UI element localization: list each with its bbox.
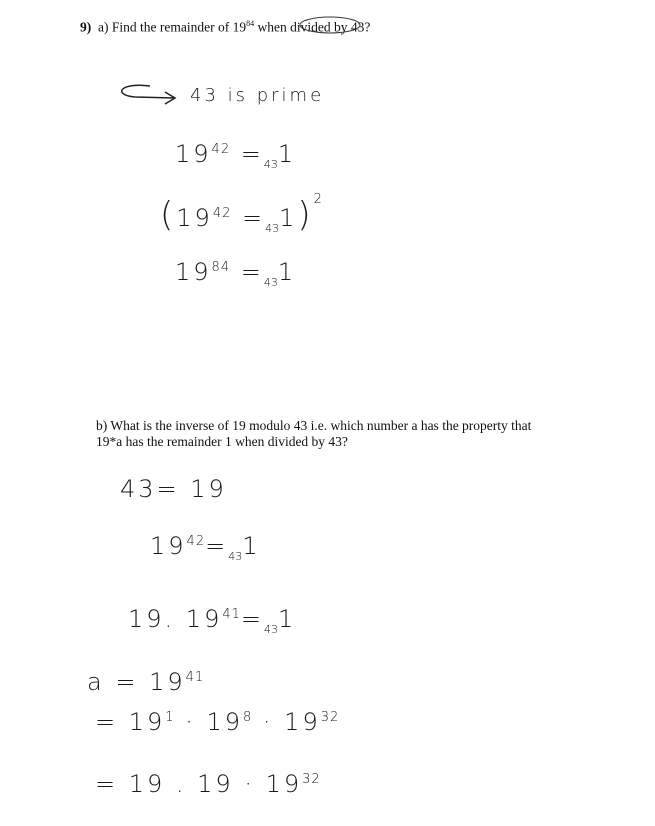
question-text-end: when divided by 43? (257, 19, 371, 35)
exp: 84 (211, 260, 231, 275)
term: · 19 (174, 708, 243, 736)
eq: = (240, 258, 264, 286)
base: 19 (175, 140, 212, 168)
exp: 42 (186, 534, 206, 549)
arrow-icon (122, 85, 175, 104)
mod: 43 (265, 221, 280, 235)
eq: = (242, 204, 266, 232)
lhs: = 19 (95, 708, 166, 736)
rhs: 1 (242, 532, 261, 560)
rhs: 1 (277, 140, 297, 168)
part-label: a) (98, 19, 109, 35)
question-text: 19*a has the remainder 1 when divided by 43? (96, 434, 348, 449)
outer-exp: 2 (313, 192, 323, 207)
work-line-a3 (160, 192, 323, 235)
question-b-line1 (96, 418, 576, 434)
exp: 32 (302, 772, 321, 787)
question-b (96, 418, 576, 450)
mod: 43 (263, 275, 278, 289)
eq: = (240, 140, 264, 168)
question-b-line2 (96, 434, 576, 450)
paren-open: ( (160, 195, 177, 235)
exp: 41 (222, 607, 241, 622)
exp: 1 (165, 710, 175, 725)
exp: 8 (243, 710, 253, 725)
rhs: 1 (277, 258, 297, 286)
work-line-b1: 43= 19 (120, 475, 227, 503)
part-label: b) (96, 418, 108, 433)
base: 19 (175, 258, 212, 286)
base: 19 (150, 532, 187, 560)
exp: 32 (320, 710, 340, 725)
question-text: Find the remainder of 19 (111, 19, 247, 35)
mod: 43 (263, 157, 278, 171)
prime-note: 43 is prime (190, 85, 325, 106)
rhs: 1 (278, 605, 297, 633)
work-line-a2 (175, 140, 296, 171)
lhs: = 19 . 19 · 19 (95, 770, 303, 798)
work-line-b6 (95, 770, 321, 798)
paren-close: ) (297, 195, 314, 235)
work-line-b4 (87, 668, 204, 696)
question-text: What is the inverse of 19 modulo 43 i.e. which number a has the property that (110, 418, 532, 433)
work-line-b5 (95, 708, 339, 736)
lhs: a = 19 (87, 668, 186, 696)
term: · 19 (252, 708, 321, 736)
work-line-b2 (150, 532, 260, 563)
eq: = (240, 605, 264, 633)
exp: 42 (211, 142, 231, 157)
lhs: 19. 19 (128, 605, 223, 633)
exp: 42 (212, 206, 232, 221)
circle-mark (300, 17, 360, 33)
base: 19 (176, 204, 213, 232)
rhs: 1 (279, 204, 298, 232)
work-line-a4 (175, 258, 296, 289)
work-line-b3 (128, 605, 296, 636)
exp: 41 (185, 670, 205, 685)
mod: 43 (228, 549, 243, 563)
eq: = (205, 532, 229, 560)
exponent: 84 (246, 19, 255, 28)
mod: 43 (264, 622, 278, 636)
question-number: 9) (80, 19, 92, 35)
